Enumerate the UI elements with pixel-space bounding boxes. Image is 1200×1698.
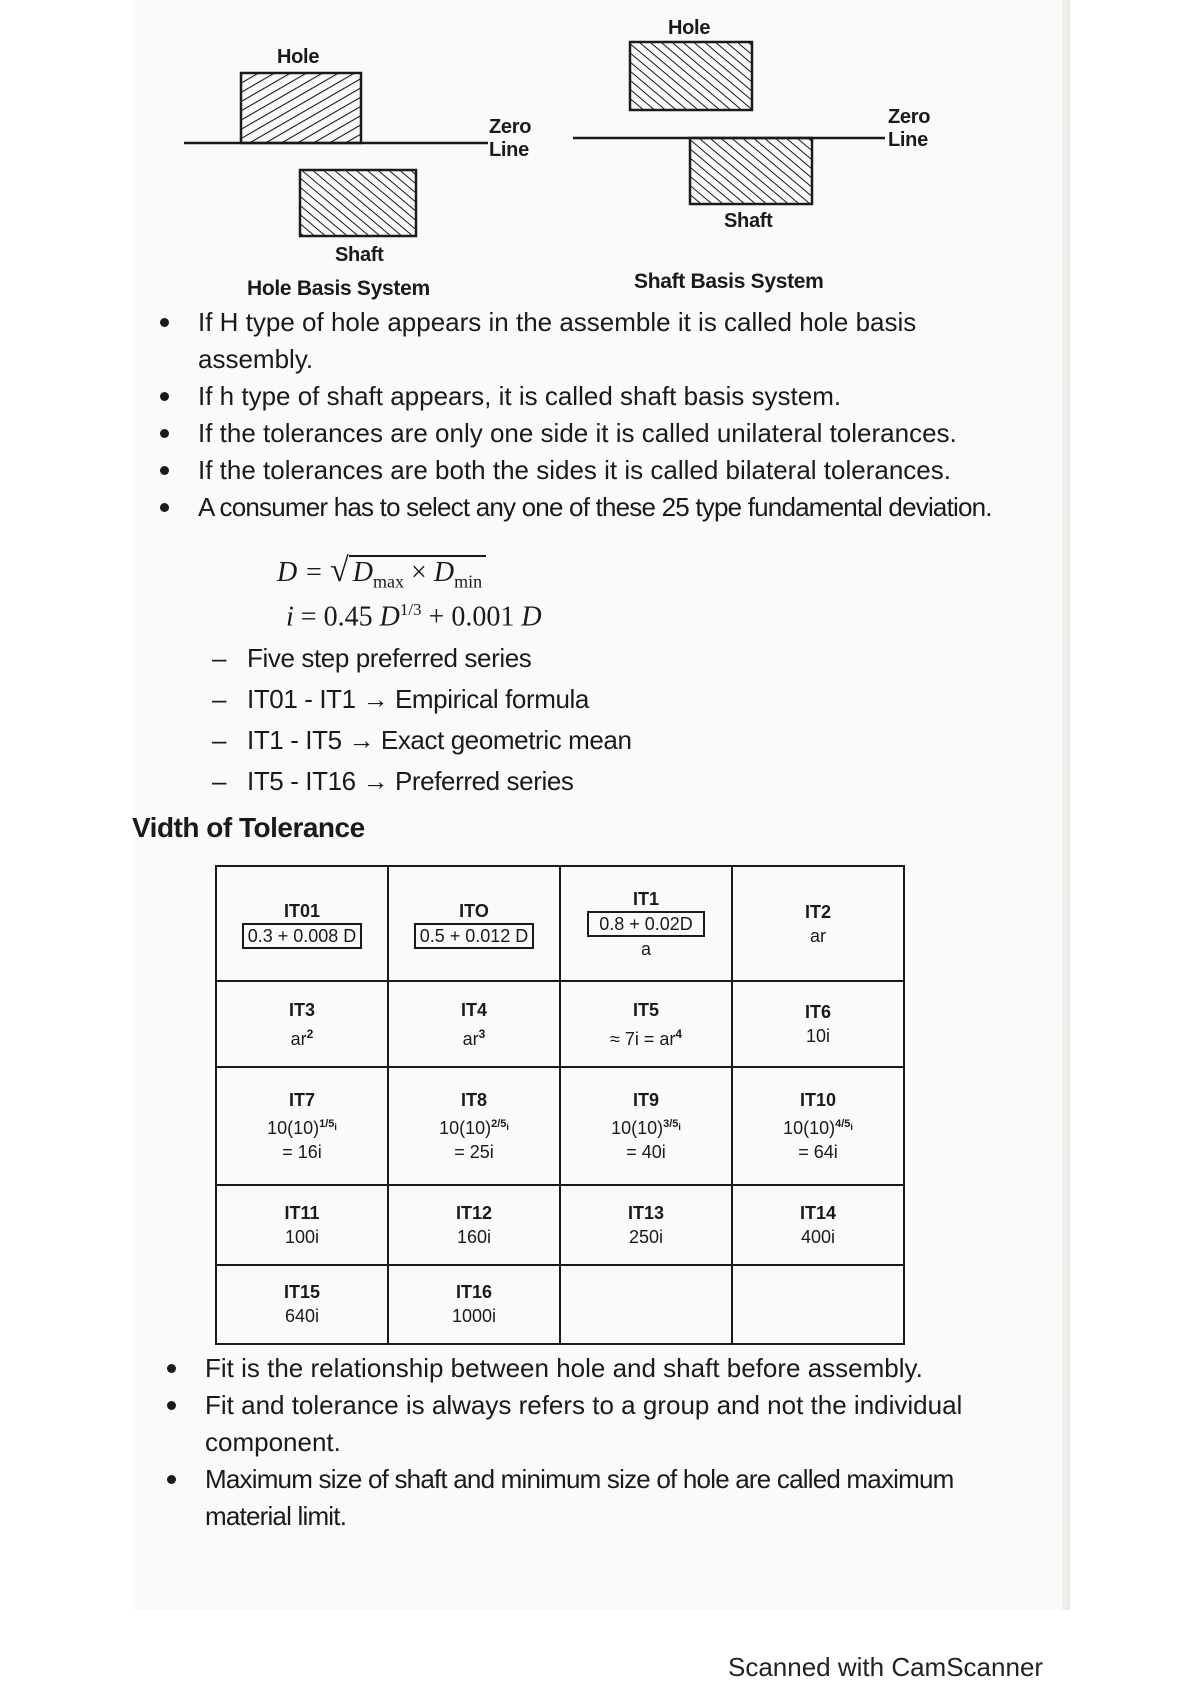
grade-exponent [663, 1118, 681, 1133]
dash-mark: – [212, 766, 227, 796]
bullet-text: assembly. [198, 344, 314, 374]
bullet-dot [167, 1364, 176, 1373]
grade-equals: = 16i [282, 1142, 322, 1163]
dash-text: IT1 - IT5 → Exact geometric mean [247, 725, 632, 755]
scanner-watermark: Scanned with CamScanner [728, 1652, 1044, 1682]
bullet-text: material limit. [205, 1501, 347, 1531]
times-symbol: × [411, 557, 427, 588]
table-cell [732, 1185, 904, 1264]
grade-value: 10(10) [783, 1118, 836, 1139]
list-item [212, 761, 632, 802]
sqrt-radicand [349, 555, 486, 592]
table-row [216, 1265, 904, 1344]
dash-text: IT5 - IT16 → Preferred series [247, 766, 574, 796]
list-item [212, 638, 632, 679]
grade-label: IT10 [799, 1090, 837, 1111]
shaft-basis-hole-rect [630, 42, 752, 110]
bullet-dot [160, 318, 169, 327]
bullet-dot [160, 466, 169, 475]
bullet-text: If H type of hole appears in the assemble it is called hole basis [198, 307, 917, 337]
bullet-dot [160, 429, 169, 438]
grade-label: IT16 [455, 1282, 493, 1303]
grade-equals: = 64i [798, 1142, 838, 1163]
exponent-fraction: 2/5 [491, 1118, 507, 1131]
list-item [160, 415, 1040, 452]
bullet-text: Maximum size of shaft and minimum size of hole are called maximum [205, 1464, 954, 1494]
table-cell [388, 1067, 560, 1185]
grade-label: IT2 [804, 901, 831, 922]
it-grade-notes [212, 638, 632, 802]
grade-exponent [319, 1118, 337, 1133]
formula-d-term: D [379, 601, 400, 633]
shaft-basis-shaft-label: Shaft [724, 210, 773, 232]
table-cell [216, 1185, 388, 1264]
grade-label: IT11 [284, 1202, 320, 1223]
bottom-bullet-list [167, 1350, 1047, 1535]
shaft-basis-caption: Shaft Basis System [634, 270, 824, 293]
bullet-text: If h type of shaft appears, it is called shaft basis system. [198, 381, 842, 411]
exponent-fraction: 4/5 [835, 1118, 851, 1131]
list-item [167, 1350, 1047, 1387]
grade-value: 100i [284, 1226, 320, 1247]
hole-basis-hole-label: Hole [277, 46, 320, 68]
bullet-dot [167, 1401, 176, 1410]
grade-label: IT13 [627, 1202, 665, 1223]
hole-basis-hole-rect [241, 73, 361, 143]
formula-i [286, 600, 542, 633]
section-heading: Vidth of Tolerance [132, 812, 365, 843]
min-subscript: min [454, 571, 483, 592]
top-bullet-list [160, 304, 1040, 526]
dash-mark: – [212, 725, 227, 755]
hole-basis-zero-label [489, 116, 531, 162]
table-cell [560, 981, 732, 1067]
exponent-fraction: 1/5 [319, 1118, 335, 1131]
grade-label: IT14 [799, 1202, 837, 1223]
dash-mark: – [212, 684, 227, 714]
exponent-fraction: 3/5 [663, 1118, 679, 1131]
table-cell [732, 1067, 904, 1185]
grade-exponent: 3 [478, 1026, 486, 1041]
grade-label: IT4 [460, 999, 487, 1020]
grade-exponent [835, 1118, 853, 1133]
list-item [167, 1387, 1047, 1461]
grade-value: 640i [284, 1306, 320, 1327]
grade-extra: a [640, 938, 651, 959]
grade-value: ≈ 7i = ar [609, 1028, 676, 1049]
table-cell-empty [560, 1265, 732, 1344]
list-item [160, 378, 1040, 415]
bullet-text: Fit is the relationship between hole and shaft before assembly. [205, 1353, 923, 1383]
exponent-i: i [506, 1122, 509, 1133]
list-item [212, 679, 632, 720]
table-row [216, 981, 904, 1067]
grade-value: 10(10) [611, 1118, 664, 1139]
table-cell [216, 1067, 388, 1185]
grade-exponent: 2 [306, 1026, 314, 1041]
hole-basis-shaft-rect [300, 170, 416, 236]
grade-value: 160i [456, 1226, 492, 1247]
bullet-text: component. [205, 1427, 341, 1457]
table-cell [216, 1265, 388, 1344]
bullet-dot [160, 503, 169, 512]
grade-equals: = 25i [454, 1142, 494, 1163]
dash-text: IT01 - IT1 → Empirical formula [247, 684, 589, 714]
grade-value: 400i [800, 1226, 836, 1247]
line-word: Line [489, 139, 529, 161]
grade-exponent [491, 1118, 509, 1133]
zero-word: Zero [888, 106, 931, 128]
bullet-dot [160, 392, 169, 401]
bullet-text: If the tolerances are both the sides it is called bilateral tolerances. [198, 455, 951, 485]
formula-const: + 0.001 [428, 601, 515, 633]
list-item [160, 452, 1040, 489]
hole-basis-diagram [184, 73, 488, 236]
table-row [216, 1185, 904, 1264]
grade-value: ar [290, 1028, 307, 1049]
grade-label: IT1 [632, 888, 659, 909]
grade-label: IT5 [632, 999, 659, 1020]
grade-value: ar [462, 1028, 479, 1049]
table-cell [732, 981, 904, 1067]
table-cell [388, 1185, 560, 1264]
sqrt-icon: √ [330, 552, 349, 589]
table-row [216, 1067, 904, 1185]
exponent-i: i [334, 1122, 337, 1133]
d-min: D [433, 557, 455, 588]
grade-value: ar [809, 925, 826, 946]
list-item [167, 1461, 1047, 1535]
grade-value: 10(10) [267, 1118, 320, 1139]
hole-basis-shaft-label: Shaft [335, 244, 384, 266]
formula-i-lhs: i [286, 601, 294, 633]
table-cell [388, 1265, 560, 1344]
grade-label: IT7 [288, 1090, 315, 1111]
bullet-text: A consumer has to select any one of these 25 type fundamental deviation. [198, 492, 992, 522]
formula-d-end: D [521, 601, 542, 633]
shaft-basis-diagram [573, 42, 885, 204]
bullet-text: Fit and tolerance is always refers to a group and not the individual [205, 1390, 963, 1420]
shaft-basis-shaft-rect [690, 138, 812, 204]
line-word: Line [888, 129, 928, 151]
grade-label: ITO [459, 900, 489, 921]
table-cell-empty [732, 1265, 904, 1344]
grade-label: IT15 [283, 1282, 321, 1303]
list-item [160, 489, 1040, 526]
max-subscript: max [373, 571, 405, 592]
grade-value: 10(10) [439, 1118, 492, 1139]
tolerance-grade-table [215, 865, 905, 1345]
grade-label: IT6 [804, 1002, 831, 1023]
bullet-text: If the tolerances are only one side it is called unilateral tolerances. [198, 418, 957, 448]
table-cell [560, 866, 732, 981]
zero-word: Zero [489, 116, 532, 138]
shaft-basis-hole-label: Hole [668, 17, 711, 39]
table-cell [560, 1067, 732, 1185]
formula-exponent: 1/3 [399, 600, 422, 619]
table-cell [732, 866, 904, 981]
table-cell [388, 981, 560, 1067]
bullet-dot [167, 1475, 176, 1484]
grade-formula-box: 0.8 + 0.02D [587, 911, 705, 937]
grade-formula-box: 0.5 + 0.012 D [414, 923, 535, 949]
formula-coef: = 0.45 [300, 601, 373, 633]
grade-value: 10i [805, 1026, 831, 1047]
shaft-basis-zero-label [888, 106, 930, 152]
grade-label: IT9 [632, 1090, 659, 1111]
formula-d [277, 552, 486, 593]
formula-lhs: D = [277, 557, 324, 588]
table-cell [216, 866, 388, 981]
table-cell [560, 1185, 732, 1264]
grade-label: IT12 [455, 1202, 493, 1223]
table-row [216, 866, 904, 981]
dash-mark: – [212, 643, 227, 673]
fit-system-diagrams [0, 0, 1200, 300]
grade-label: IT8 [460, 1090, 487, 1111]
d-max: D [352, 557, 374, 588]
grade-value: 250i [628, 1226, 664, 1247]
grade-exponent: 4 [675, 1026, 683, 1041]
grade-label: IT01 [283, 900, 321, 921]
grade-value: 1000i [451, 1306, 497, 1327]
exponent-i: i [678, 1122, 681, 1133]
exponent-i: i [850, 1122, 853, 1133]
table-cell [216, 981, 388, 1067]
list-item [160, 304, 1040, 378]
grade-formula-box: 0.3 + 0.008 D [242, 923, 363, 949]
table-cell [388, 866, 560, 981]
list-item [212, 720, 632, 761]
grade-equals: = 40i [626, 1142, 666, 1163]
grade-label: IT3 [288, 999, 315, 1020]
hole-basis-caption: Hole Basis System [247, 277, 430, 300]
dash-text: Five step preferred series [247, 643, 532, 673]
